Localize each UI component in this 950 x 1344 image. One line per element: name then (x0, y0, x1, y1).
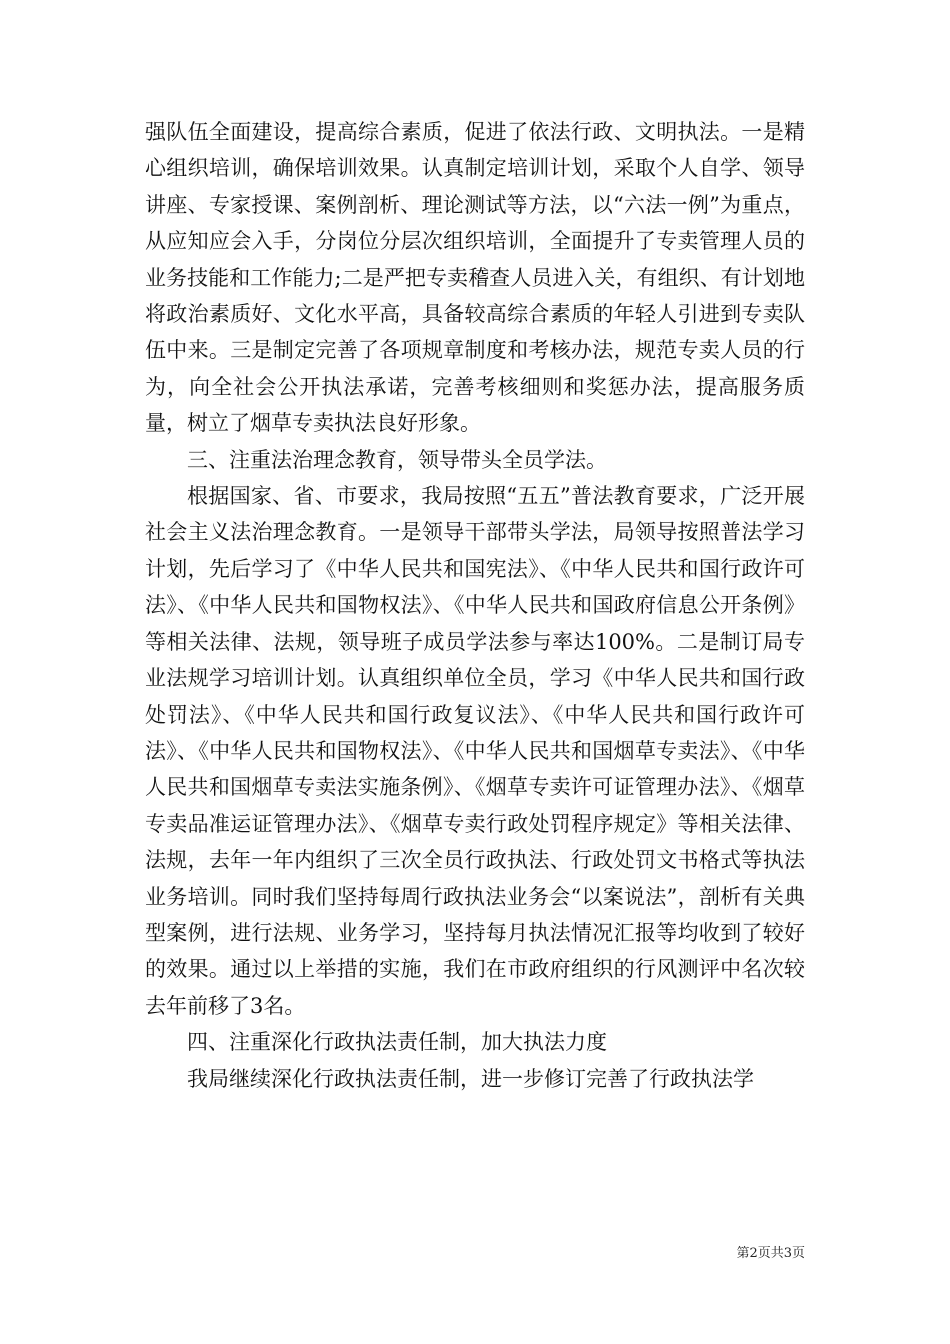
paragraph-body: 根据国家、省、市要求，我局按照“五五”普法教育要求，广泛开展社会主义法治理念教育。一是领导干部带头学法，局领导按照普法学习计划，先后学习了《中华人民共和国宪法》、《中华人民共和国行政许可法》、《中华人民共和国物权法》、《中华人民共和国政府信息公开条例》等相关法律、法规，领导班子成员学法参与率达100%。二是制订局专业法规学习培训计划。认真组织单位全员，学习《中华人民共和国行政处罚法》、《中华人民共和国行政复议法》、《中华人民共和国行政许可法》、《中华人民共和国物权法》、《中华人民共和国烟草专卖法》、《中华人民共和国烟草专卖法实施条例》、《烟草专卖许可证管理办法》、《烟草专卖品准运证管理办法》、《烟草专卖行政处罚程序规定》等相关法律、法规，去年一年内组织了三次全员行政执法、行政处罚文书格式等执法业务培训。同时我们坚持每周行政执法业务会“以案说法”，剖析有关典型案例，进行法规、业务学习，坚持每月执法情况汇报等均收到了较好的效果。通过以上举措的实施，我们在市政府组织的行风测评中名次较去年前移了3名。 (145, 484, 805, 1018)
page-number-label: 第2页共3页 (736, 1246, 805, 1261)
section-heading-4: 四、注重深化行政执法责任制，加大执法力度 (187, 1030, 607, 1055)
section-heading-3: 三、注重法治理念教育，领导带头全员学法。 (187, 447, 607, 472)
paragraph-continuation: 强队伍全面建设，提高综合素质，促进了依法行政、文明执法。一是精心组织培训，确保培训效果。认真制定培训计划，采取个人自学、领导讲座、专家授课、案例剖析、理论测试等方法，以“六法一例”为重点，从应知应会入手，分岗位分层次组织培训，全面提升了专卖管理人员的业务技能和工作能力;二是严把专卖稽查人员进入关，有组织、有计划地将政治素质好、文化水平高，具备较高综合素质的年轻人引进到专卖队伍中来。三是制定完善了各项规章制度和考核办法，规范专卖人员的行为，向全社会公开执法承诺，完善考核细则和奖惩办法，提高服务质量，树立了烟草专卖执法良好形象。 (145, 120, 805, 436)
paragraph-body: 我局继续深化行政执法责任制，进一步修订完善了行政执法学 (187, 1066, 754, 1091)
page-number-footer (736, 1245, 805, 1263)
document-body (145, 114, 805, 1097)
